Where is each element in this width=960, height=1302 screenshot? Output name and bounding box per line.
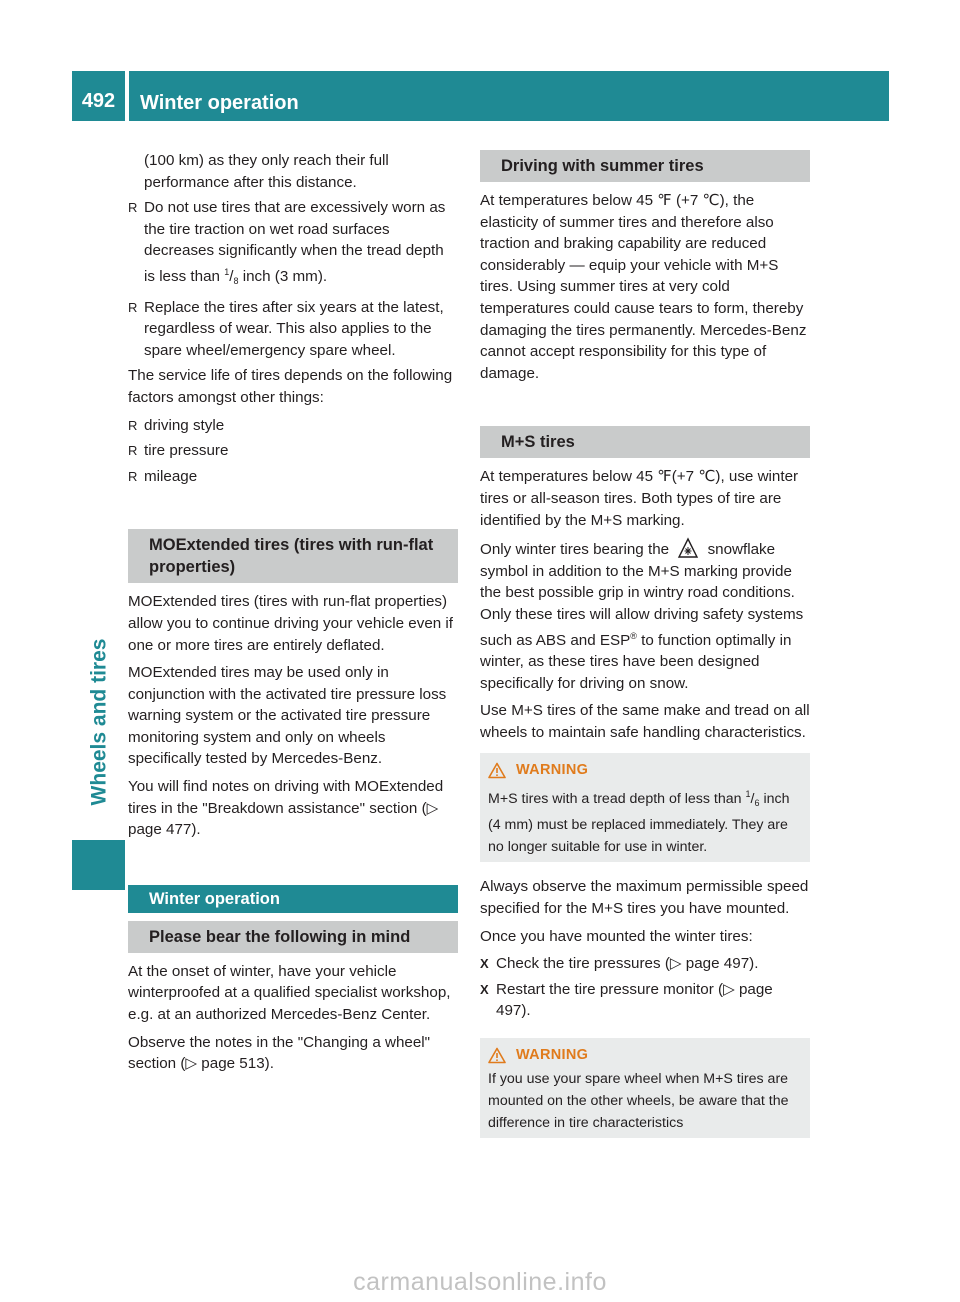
list-item: R driving style <box>128 415 458 437</box>
list-item: R Do not use tires that are excessively worn as the tire traction on wet road surfaces decreases significantly when the tread depth is less than $^1/_8$ inch (3 mm). <box>128 197 458 292</box>
right-column <box>480 150 810 1152</box>
side-tab-marker <box>72 840 125 890</box>
warning-triangle-icon <box>488 1047 506 1064</box>
page-reference-link[interactable]: ▷ page 477 <box>128 799 439 839</box>
snowflake-mountain-icon <box>677 537 699 559</box>
paragraph: Use M+S tires of the same make and tread on all wheels to maintain safe handling characteristics. <box>480 702 810 741</box>
paragraph: MOExtended tires may be used only in conjunction with the activated tire pressure loss warning system or the activated tire pressure monitoring system and only on wheels specifically tested by Mercedes-Benz. <box>128 664 447 768</box>
section-heading: M+S tires <box>480 426 810 458</box>
warning-text: If you use your spare wheel when M+S tires are mounted on the other wheels, be aware that the difference in tire characteristics <box>488 1071 789 1132</box>
chapter-section-heading: Winter operation <box>128 885 458 913</box>
list-item: R tire pressure <box>128 440 458 462</box>
paragraph: You will find notes on driving with MOExtended tires in the "Breakdown assistance" section (▷ page 477). <box>128 778 444 839</box>
paragraph: At temperatures below 45 ℉ (+7 ℃), the elasticity of summer tires and therefore also traction and braking capability are reduced considerably — equip your vehicle with M+S tires. Using summer tires at very cold temperatures could cause tears to form, thereby damaging the tires permanently. Mercedes-Benz cannot accept responsibility for this type of damage. <box>480 192 807 382</box>
warning-triangle-icon <box>488 762 506 779</box>
continued-text: (100 km) as they only reach their full performance after this distance. <box>144 152 389 191</box>
paragraph: The service life of tires depends on the following factors amongst other things: <box>128 367 453 406</box>
chapter-title: Winter operation <box>129 71 889 121</box>
page-reference-link[interactable]: ▷ page 513 <box>185 1055 265 1073</box>
warning-label: WARNING <box>516 1047 589 1064</box>
paragraph: Observe the notes in the "Changing a wheel" section (▷ page 513). <box>128 1033 431 1073</box>
paragraph: At temperatures below 45 ℉(+7 ℃), use winter tires or all-season tires. Both types of tire are identified by the M+S marking. <box>480 468 799 529</box>
watermark: carmanualsonline.info <box>353 1268 607 1296</box>
paragraph: MOExtended tires (tires with run-flat properties) allow you to continue driving your vehicle even if one or more tires are entirely deflated. <box>128 593 454 654</box>
side-tab-label: Wheels and tires <box>87 638 111 806</box>
warning-text: M+S tires with a tread depth of less than $^1/_6$ inch (4 mm) must be replaced immediately. They are no longer suitable for use in winter. <box>488 789 790 856</box>
paragraph: Always observe the maximum permissible speed specified for the M+S tires you have mounted. <box>480 878 809 918</box>
paragraph: Only winter tires bearing the snowflake symbol in addition to the M+S marking provide the best possible grip in wintry road conditions. Only these tires will allow driving safety systems such as ABS and ESP® to function optimally in winter, as these tires have been designed specifically for driving on snow. <box>480 537 810 694</box>
page-reference-link[interactable]: ▷ page 497 <box>496 980 773 1020</box>
section-heading: Driving with summer tires <box>480 150 810 182</box>
page-number: 492 <box>72 71 125 121</box>
left-column <box>128 150 458 1081</box>
warning-box <box>480 753 810 862</box>
section-heading: MOExtended tires (tires with run-flat properties) <box>128 529 458 583</box>
section-heading: Please bear the following in mind <box>128 921 458 953</box>
paragraph: Once you have mounted the winter tires: <box>480 927 753 945</box>
page-reference-link[interactable]: ▷ page 497 <box>669 955 750 973</box>
instruction-step: X Restart the tire pressure monitor (▷ page 497). <box>480 979 810 1022</box>
paragraph: At the onset of winter, have your vehicle winterproofed at a qualified specialist workshop, e.g. at an authorized Mercedes-Benz Center. <box>128 962 451 1024</box>
warning-box <box>480 1038 810 1138</box>
list-item: R Replace the tires after six years at the latest, regardless of wear. This also applies to the spare wheel/emergency spare wheel. <box>128 297 458 362</box>
instruction-step: X Check the tire pressures (▷ page 497). <box>480 953 810 975</box>
warning-label: WARNING <box>516 762 589 779</box>
list-item: R mileage <box>128 466 458 488</box>
